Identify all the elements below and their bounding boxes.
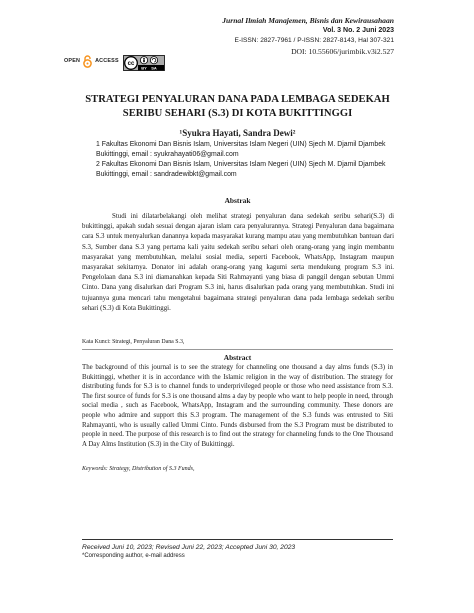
abstract-body	[82, 363, 393, 449]
received-dates: Received Juni 10, 2023; Revised Juni 22, 2023; Accepted Juni 30, 2023	[82, 544, 296, 551]
open-access-left-text: OPEN	[64, 58, 81, 64]
affiliation-1: 1 Fakultas Ekonomi Dan Bisnis Islam, Universitas Islam Negeri (UIN) Sjech M. Djamil Djambek Bukittinggi, email : syukrahayati06@gmail.com	[96, 141, 386, 158]
cc-sa-label: SA	[151, 65, 157, 71]
article-title: STRATEGI PENYALURAN DANA PADA LEMBAGA SEDEKAH SERIBU SEHARI (S.3) DI KOTA BUKITTINGGI	[85, 94, 390, 119]
journal-header	[222, 16, 394, 57]
abstrak-paragraph: Studi ini dilatarbelakangi oleh melihat strategi penyaluran dana sedekah seribu sehari(S.3) di bukittinggi, apakah sudah sesuai dengan ajaran islam cara penyalurannya. Strategi Penyaluran dana bagaimana cara S.3 untuk menyalurkan danannya kepada masyarakat kurang mampu atau yang membutuhkan bantuan dari S.3, Sumber dana S.3 yang pertama kali yaitu sedekah seribu sehari oleh orang-orang yang ingin membantu masyarakat yang membutuhkan, melalui sosial media, seperti Facebook, WhatsApp, Instagram maupun masyarakat sekitarnya. Donator ini adalah orang-orang yang kagumi serta mendukung program S.3 ini. Pengelolaan dana S.3 ini diamanahkan kepada Siti Rahmayanti yang biasa di panggil dengan sebutan Ummi Cinto. Dana yang disalurkan dari Program S.3 ini, harus disalurkan pada orang yang membutuhkan. Studi ini tujuannya guna mencari tahu mengetahui bagaimana strategi penyaluran dana pada lembaga sedekah seribu sehari (S.3) di Kota Bukittinggi.	[82, 213, 394, 312]
abstract-paragraph: The background of this journal is to see the strategy for channeling one thousand a day alms funds (S.3) in Bukittinggi, whether it is in accordance with the Islamic religion in the way of distribution. The strategy for distributing funds for S.3 is to channel funds to underprivileged people or those who need assistance from S.3. The first source of funds for S.3 is one thousand alms a day by people who want to help people in need, through social media , such as Facebook, WhatsApp, Instagram and the surrounding community. These donors are people who admire and support this S.3 program. The management of the S.3 funds was entrusted to Siti Rahmayanti, who is usually called Ummi Cinto. Funds disbursed from the S.3 Program must be distributed to people in need. The purpose of this research is to find out the strategy for channeling funds to the One Thousand A Day Alms Institution (S.3) in the City of Bukittinggi.	[82, 364, 393, 448]
abstrak-body	[82, 212, 394, 314]
section-divider	[82, 349, 393, 350]
open-lock-icon	[82, 55, 93, 68]
journal-title: Jurnal Ilmiah Manajemen, Bisnis dan Kewirausahaan	[222, 16, 394, 25]
share-alike-icon	[150, 57, 157, 64]
article-authors: ¹Syukra Hayati, Sandra Dewi²	[179, 128, 296, 138]
abstract-heading: Abstract	[223, 353, 252, 362]
kata-kunci: Kata Kunci: Strategi, Penyaluran Dana S.3,	[82, 339, 185, 345]
journal-volume: Vol. 3 No. 2 Juni 2023	[322, 27, 394, 34]
footer-divider	[82, 539, 393, 540]
creative-commons-badge	[123, 55, 165, 71]
open-access-right-text: ACCESS	[95, 58, 119, 64]
corresponding-author-note: *Corresponding author, e-mail address	[82, 553, 185, 559]
open-access-logo	[64, 53, 120, 69]
cc-by-label: BY	[141, 65, 147, 71]
keywords: Keywords: Strategy, Distribution of S.3 Funds,	[82, 466, 195, 472]
journal-issn: E-ISSN: 2827-7961 / P-ISSN: 2827-8143, Hal 307-321	[234, 37, 394, 44]
affiliation-2: 2 Fakultas Ekonomi Dan Bisnis Islam, Universitas Islam Negeri (UIN) Sjech M. Djamil Djambek Bukittinggi, email : sandradewibkt@gmail.com	[96, 161, 386, 178]
cc-label: cc	[127, 61, 135, 68]
journal-doi: DOI: 10.55606/jurimbik.v3i2.527	[291, 47, 394, 56]
abstrak-heading: Abstrak	[224, 196, 251, 205]
